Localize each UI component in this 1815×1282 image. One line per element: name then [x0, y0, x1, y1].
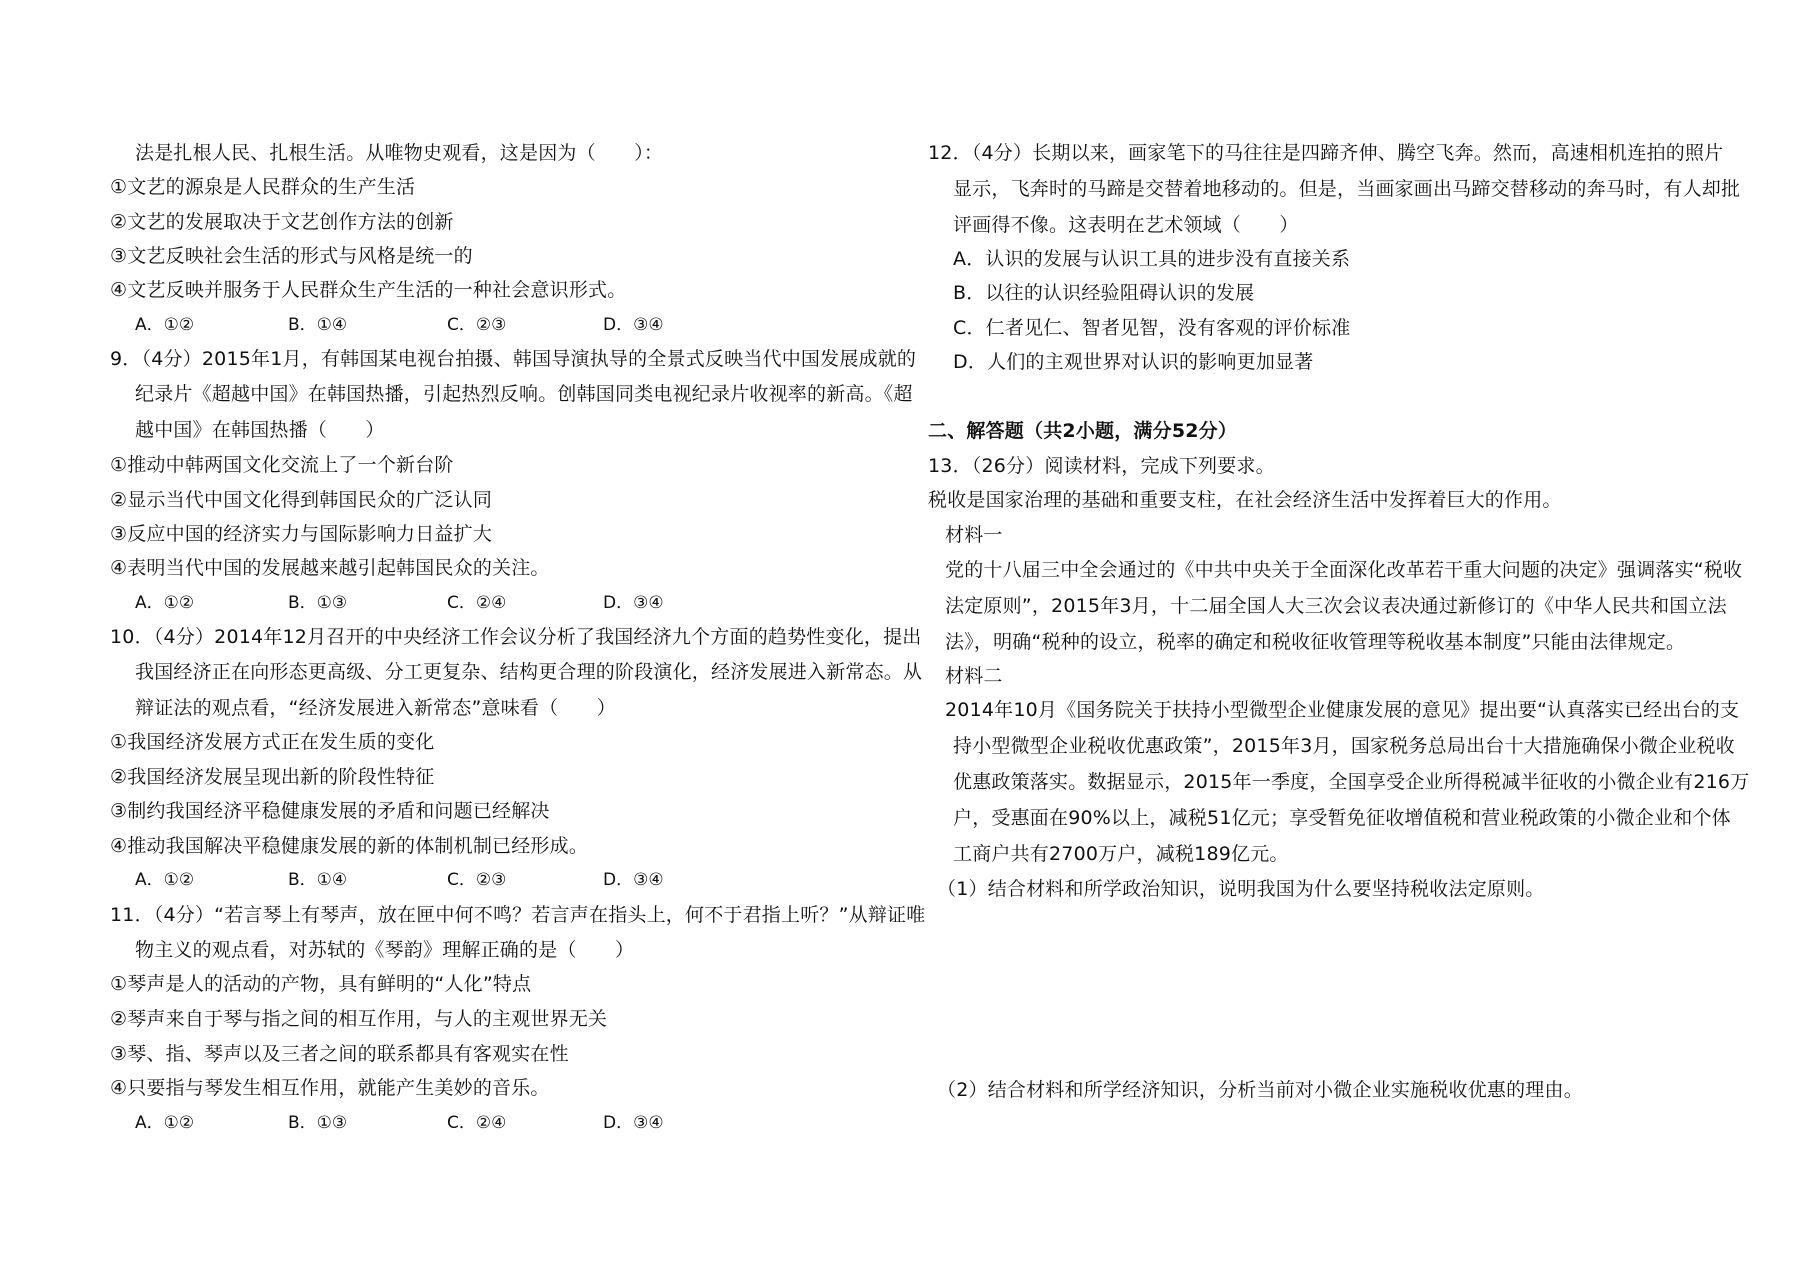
q10-option-c[interactable]: C．②③ [447, 870, 507, 890]
q11-option-c[interactable]: C．②④ [447, 1113, 507, 1133]
q13-sub-question-1: （1）结合材料和所学政治知识，说明我国为什么要坚持税收法定原则。 [937, 878, 1545, 900]
material-2-title: 材料二 [945, 665, 1003, 687]
q13-stem: 13．（26分）阅读材料，完成下列要求。 [928, 455, 1275, 477]
material-1-title: 材料一 [945, 524, 1003, 546]
q10-option-b[interactable]: B．①④ [288, 870, 348, 890]
q11-item-3: ③琴、指、琴声以及三者之间的联系都具有客观实在性 [110, 1043, 569, 1065]
q12-option-c[interactable]: C．仁者见仁、智者见智，没有客观的评价标准 [953, 317, 1351, 339]
q10-item-4: ④推动我国解决平稳健康发展的新的体制机制已经形成。 [110, 835, 589, 857]
q9-option-a[interactable]: A．①② [135, 593, 195, 613]
q8-stem: 法是扎根人民、扎根生活。从唯物史观看，这是因为（ ）： [135, 142, 664, 164]
q12-stem-3: 评画得不像。这表明在艺术领域（ ） [953, 214, 1299, 236]
q13-sub-question-2: （2）结合材料和所学经济知识，分析当前对小微企业实施税收优惠的理由。 [937, 1079, 1583, 1101]
q9-item-3: ③反应中国的经济实力与国际影响力日益扩大 [110, 523, 493, 545]
q10-option-d[interactable]: D．③④ [603, 870, 664, 890]
q12-option-b[interactable]: B．以往的认识经验阻碍认识的发展 [953, 282, 1255, 304]
q11-option-a[interactable]: A．①② [135, 1113, 195, 1133]
q10-item-3: ③制约我国经济平稳健康发展的矛盾和问题已经解决 [110, 800, 550, 822]
q11-stem-1: 11．（4分）“若言琴上有琴声，放在匣中何不鸣？若言声在指头上，何不于君指上听？”从辩证唯 [110, 904, 926, 926]
q9-stem-3: 越中国》在韩国热播（ ） [135, 419, 385, 441]
q10-stem-1: 10．（4分）2014年12月召开的中央经济工作会议分析了我国经济九个方面的趋势性变化，提出 [110, 626, 922, 648]
q9-option-c[interactable]: C．②④ [447, 593, 507, 613]
q11-stem-2: 物主义的观点看，对苏轼的《琴韵》理解正确的是（ ） [135, 939, 635, 961]
material-2-line-3: 优惠政策落实。数据显示，2015年一季度，全国享受企业所得税减半征收的小微企业有216万 [953, 771, 1750, 793]
q10-stem-3: 辩证法的观点看，“经济发展进入新常态”意味看（ ） [135, 697, 616, 719]
q11-option-d[interactable]: D．③④ [603, 1113, 664, 1133]
material-2-line-5: 工商户共有2700万户，减税189亿元。 [953, 843, 1289, 865]
q10-option-a[interactable]: A．①② [135, 870, 195, 890]
q8-option-a[interactable]: A．①② [135, 315, 195, 335]
material-2-line-4: 户，受惠面在90%以上，减税51亿元；享受暂免征收增值税和营业税政策的小微企业和个体 [953, 807, 1731, 829]
q10-item-1: ①我国经济发展方式正在发生质的变化 [110, 731, 435, 753]
q11-option-b[interactable]: B．①③ [288, 1113, 348, 1133]
q9-stem-2: 纪录片《超越中国》在韩国热播，引起热烈反响。创韩国同类电视纪录片收视率的新高。《超 [135, 383, 913, 405]
q12-stem-2: 显示，飞奔时的马蹄是交替着地移动的。但是，当画家画出马蹄交替移动的奔马时，有人却批 [953, 178, 1741, 200]
material-2-line-1: 2014年10月《国务院关于扶持小型微型企业健康发展的意见》提出要“认真落实已经出台的支 [945, 699, 1740, 721]
material-2-line-2: 持小型微型企业税收优惠政策”，2015年3月，国家税务总局出台十大措施确保小微企业税收 [953, 735, 1735, 757]
section-heading: 二、解答题（共2小题，满分52分） [928, 420, 1238, 442]
q12-stem-1: 12．（4分）长期以来，画家笔下的马往往是四蹄齐伸、腾空飞奔。然而，高速相机连拍的照片 [928, 142, 1724, 164]
q8-option-c[interactable]: C．②③ [447, 315, 507, 335]
q9-stem-1: 9．（4分）2015年1月，有韩国某电视台拍摄、韩国导演执导的全景式反映当代中国发展成就的 [110, 348, 917, 370]
q9-option-d[interactable]: D．③④ [603, 593, 664, 613]
q9-item-4: ④表明当代中国的发展越来越引起韩国民众的关注。 [110, 557, 550, 579]
q11-item-1: ①琴声是人的活动的产物，具有鲜明的“人化”特点 [110, 973, 532, 995]
q12-option-a[interactable]: A．认识的发展与认识工具的进步没有直接关系 [953, 248, 1351, 270]
q9-item-2: ②显示当代中国文化得到韩国民众的广泛认同 [110, 489, 493, 511]
q8-item-3: ③文艺反映社会生活的形式与风格是统一的 [110, 245, 473, 267]
material-1-line-3: 法》，明确“税种的设立，税率的确定和税收征收管理等税收基本制度”只能由法律规定。 [945, 631, 1686, 653]
q8-option-b[interactable]: B．①④ [288, 315, 348, 335]
q12-option-d[interactable]: D．人们的主观世界对认识的影响更加显著 [953, 351, 1314, 373]
q9-option-b[interactable]: B．①③ [288, 593, 348, 613]
q10-stem-2: 我国经济正在向形态更高级、分工更复杂、结构更合理的阶段演化，经济发展进入新常态。从 [135, 661, 923, 683]
q11-item-2: ②琴声来自于琴与指之间的相互作用，与人的主观世界无关 [110, 1008, 608, 1030]
material-1-line-2: 法定原则”，2015年3月，十二届全国人大三次会议表决通过新修订的《中华人民共和国立法 [945, 595, 1727, 617]
material-1-line-1: 党的十八届三中全会通过的《中共中央关于全面深化改革若干重大问题的决定》强调落实“税收 [945, 559, 1743, 581]
q8-item-1: ①文艺的源泉是人民群众的生产生活 [110, 176, 416, 198]
q11-item-4: ④只要指与琴发生相互作用，就能产生美妙的音乐。 [110, 1077, 550, 1099]
q13-intro: 税收是国家治理的基础和重要支柱，在社会经济生活中发挥着巨大的作用。 [928, 489, 1562, 511]
q8-option-d[interactable]: D．③④ [603, 315, 664, 335]
q9-item-1: ①推动中韩两国文化交流上了一个新台阶 [110, 454, 454, 476]
q8-item-2: ②文艺的发展取决于文艺创作方法的创新 [110, 211, 454, 233]
q10-item-2: ②我国经济发展呈现出新的阶段性特征 [110, 766, 435, 788]
q8-item-4: ④文艺反映并服务于人民群众生产生活的一种社会意识形式。 [110, 279, 627, 301]
